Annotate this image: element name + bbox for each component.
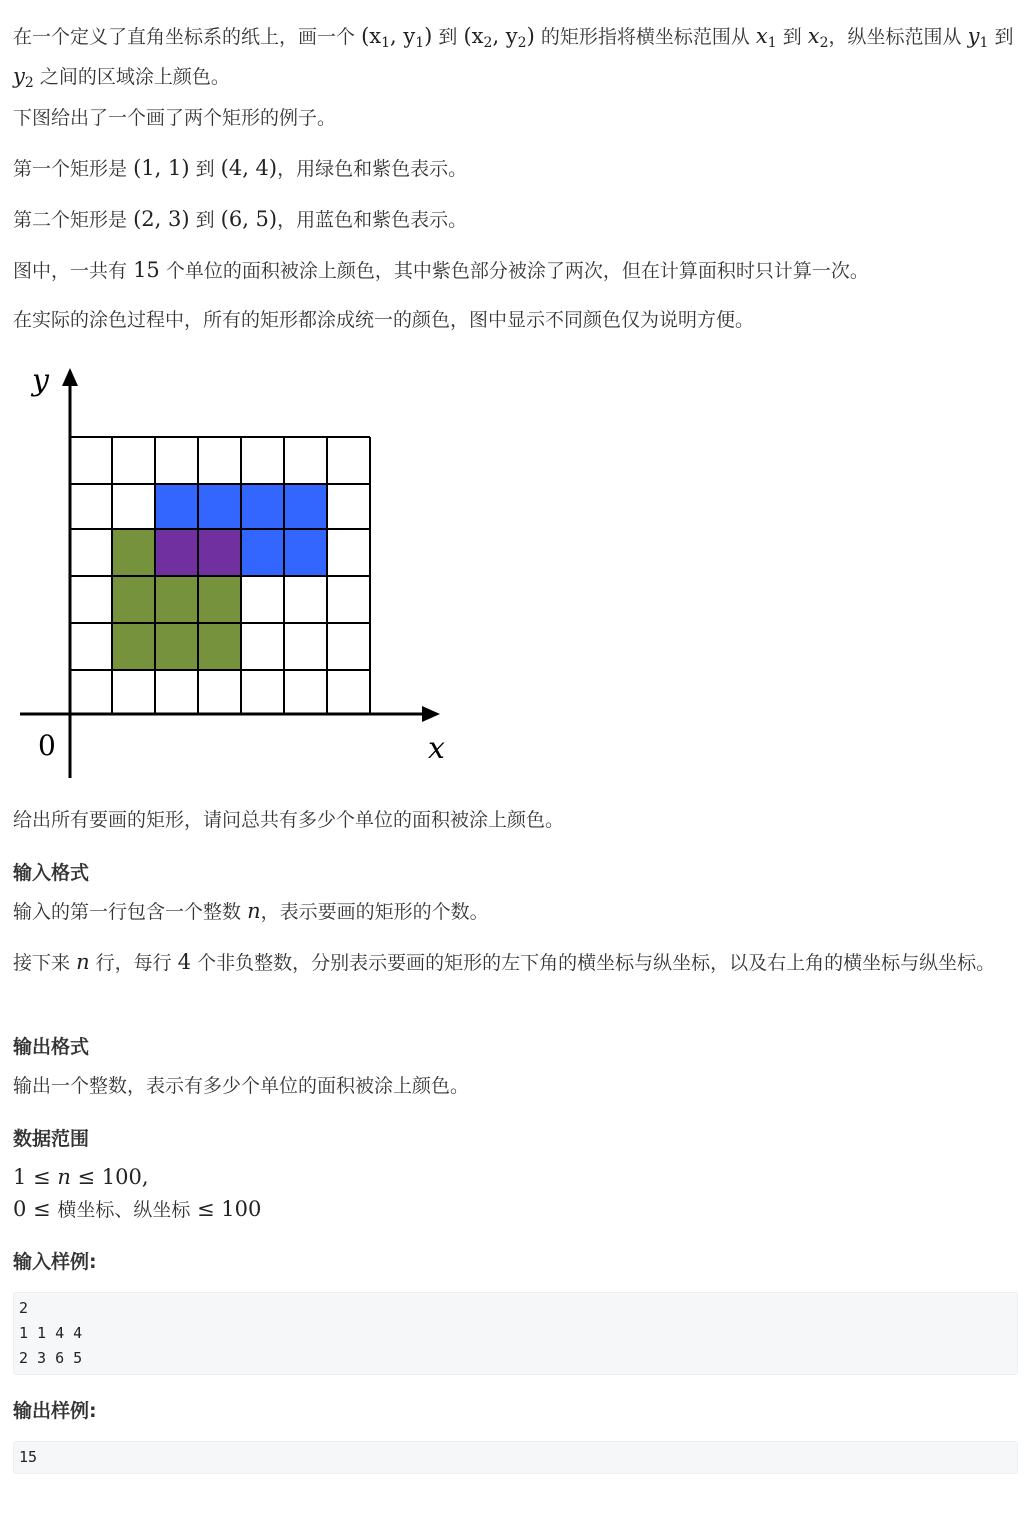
intro-text: 到: [195, 209, 215, 231]
math-number: 4: [177, 950, 192, 974]
intro-text: 到: [195, 158, 215, 180]
intro-paragraph-4: [13, 203, 1018, 237]
input-format-text: 行，每行: [95, 952, 172, 974]
code-line: 1 1 4 4: [19, 1324, 83, 1342]
math-n: n: [247, 899, 261, 923]
sample-input-code: [13, 1292, 1018, 1375]
data-range-line-1: [13, 1161, 1018, 1195]
y-axis-arrow: [62, 368, 78, 386]
x-axis-arrow: [422, 706, 440, 722]
math-n: n: [76, 950, 90, 974]
math-point-1: ($x_1$, $y_1$): [361, 24, 433, 51]
intro-paragraph-6: 在实际的涂色过程中，所有的矩形都涂成统一的颜色，图中显示不同颜色仅为说明方便。: [13, 309, 755, 331]
input-format-heading: 输入格式: [13, 862, 90, 884]
math-point-2: ($x_2$, $y_2$): [463, 24, 535, 51]
grid-lines: [70, 437, 370, 714]
math-x2: $x_2$: [807, 24, 829, 51]
math-y2: $y_2$: [13, 64, 34, 91]
output-format-heading: 输出格式: [13, 1036, 90, 1058]
math-y1: $y_1$: [967, 24, 989, 51]
math-n: n: [57, 1165, 71, 1189]
sample-output-code: [13, 1441, 1018, 1474]
math-x1: $x_1$: [755, 24, 777, 51]
input-format-text: 接下来: [13, 952, 71, 974]
intro-text: 第一个矩形是: [13, 158, 128, 180]
sample-input-heading: 输入样例:: [13, 1251, 97, 1273]
intro-text: 在一个定义了直角坐标系的纸上，画一个: [13, 26, 356, 48]
intro-paragraph-2: 下图给出了一个画了两个矩形的例子。: [13, 107, 337, 129]
intro-text: 第二个矩形是: [13, 209, 128, 231]
intro-text: 图中，一共有: [13, 260, 128, 282]
intro-text: 到: [994, 26, 1014, 48]
sample-output-heading: 输出样例:: [13, 1400, 97, 1422]
intro-text: ，用蓝色和紫色表示。: [277, 209, 468, 231]
intro-text: 之间的区域涂上颜色。: [39, 66, 230, 88]
data-range-line-2: [13, 1193, 1018, 1227]
code-line: 15: [19, 1448, 38, 1466]
math-point: (2, 3): [133, 207, 190, 231]
green-cell-left-top: [112, 529, 155, 576]
rectangle-figure: [10, 360, 450, 785]
input-format-text: 输入的第一行包含一个整数: [13, 901, 242, 923]
intro-paragraph-1: [13, 20, 1018, 100]
math-point: (1, 1): [133, 156, 190, 180]
data-range-text: 横坐标、纵坐标: [57, 1199, 191, 1221]
x-axis-label: x: [428, 731, 445, 766]
question-text: 给出所有要画的矩形，请问总共有多少个单位的面积被涂上颜色。: [13, 809, 565, 831]
intro-text: 到: [782, 26, 802, 48]
math-point: (6, 5): [220, 207, 278, 231]
math-text: 1 ≤: [13, 1165, 58, 1189]
math-point: (4, 4): [220, 156, 278, 180]
intro-paragraph-5: [13, 254, 1018, 288]
input-format-text: ，表示要画的矩形的个数。: [260, 901, 489, 923]
input-format-line-1: [13, 895, 1018, 929]
intro-text: 个单位的面积被涂上颜色，其中紫色部分被涂了两次，但在计算面积时只计算一次。: [165, 260, 869, 282]
origin-label: 0: [38, 729, 56, 762]
input-format-text: 个非负整数，分别表示要画的矩形的左下角的横坐标与纵坐标，以及右上角的横坐标与纵坐标。: [197, 952, 996, 974]
code-line: 2: [19, 1299, 29, 1317]
math-text: 0 ≤: [13, 1197, 58, 1221]
math-number: 15: [133, 258, 160, 282]
intro-text: 的矩形指将横坐标范围从: [540, 26, 750, 48]
math-text: ≤ 100: [190, 1197, 262, 1221]
output-format-line-1: 输出一个整数，表示有多少个单位的面积被涂上颜色。: [13, 1075, 470, 1097]
data-range-heading: 数据范围: [13, 1128, 90, 1150]
math-text: ≤ 100,: [70, 1165, 149, 1189]
input-format-line-2: [13, 946, 1018, 979]
intro-paragraph-3: [13, 152, 1018, 186]
intro-text: 到: [438, 26, 458, 48]
code-line: 2 3 6 5: [19, 1349, 83, 1367]
y-axis-label: y: [32, 363, 49, 398]
intro-text: ，用绿色和紫色表示。: [277, 158, 468, 180]
intro-text: ，纵坐标范围从: [828, 26, 962, 48]
